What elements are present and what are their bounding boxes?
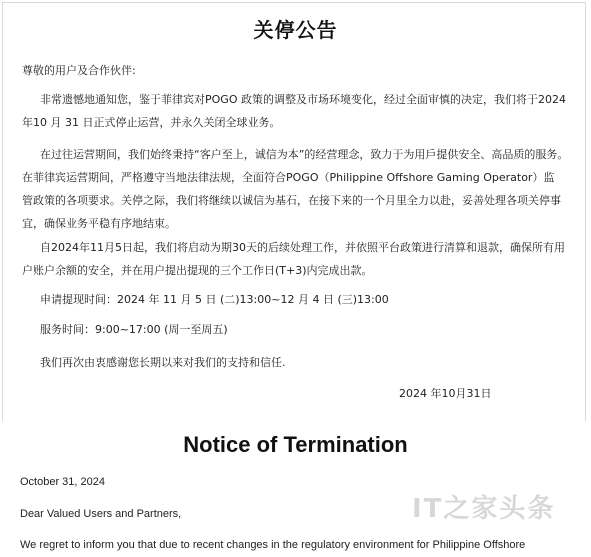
paragraph-line: 年10 月 31 日正式停止运营，并永久关闭全球业务。 — [22, 116, 281, 129]
paragraph-line: 自2024年11月5日起，我们将启动为期30天的后续处理工作，并依照平台政策进行清算和退款，确保所有用 — [40, 241, 565, 254]
chinese-title: 关停公告 — [253, 18, 338, 42]
english-paragraph-1: We regret to inform you that due to recent changes in the regulatory environment for Philippine Offshore — [20, 539, 526, 551]
chinese-greeting: 尊敬的用户及合作伙伴: — [22, 64, 136, 77]
english-greeting: Dear Valued Users and Partners, — [20, 508, 182, 520]
chinese-date: 2024 年10月31日 — [399, 387, 492, 400]
paragraph-line: 宜，确保业务平稳有序地结束。 — [22, 217, 176, 230]
thanks-line: 我们再次由衷感谢您长期以来对我们的支持和信任. — [40, 356, 286, 369]
service-time: 服务时间：9:00~17:00 (周一至周五) — [40, 323, 228, 336]
withdraw-time: 申请提现时间：2024 年 11 月 5 日 (二)13:00~12 月 4 日 (三)13:00 — [40, 293, 389, 306]
english-date: October 31, 2024 — [20, 476, 106, 488]
paragraph-line: 管政策的各项要求。关停之际，我们将继续以诚信为基石，在接下来的一个月里全力以赴，妥善处理各项关停事 — [22, 194, 561, 207]
english-title: Notice of Termination — [183, 432, 408, 457]
paragraph-line: 在过往运营期间，我们始终秉持“客户至上，诚信为本”的经营理念，致力于为用戶提供安全、高品质的服务。 — [40, 148, 569, 161]
chinese-paragraph-2 — [22, 143, 569, 235]
chinese-paragraph-3 — [22, 236, 565, 282]
paragraph-line: 在菲律宾运营期间，严格遵守当地法律法规，全面符合POGO（Philippine Offshore Gaming Operator）监 — [22, 171, 555, 184]
watermark-logo: IT之家头条 — [412, 494, 556, 524]
paragraph-line: 户账户余额的安全，并在用户提出提现的三个工作日(T+3)内完成出款。 — [22, 264, 373, 277]
chinese-paragraph-1 — [22, 88, 566, 134]
paragraph-line: 非常遗憾地通知您，鉴于菲律宾对POGO 政策的调整及市场环境变化，经过全面审慎的决定，我们将于2024 — [40, 93, 566, 106]
